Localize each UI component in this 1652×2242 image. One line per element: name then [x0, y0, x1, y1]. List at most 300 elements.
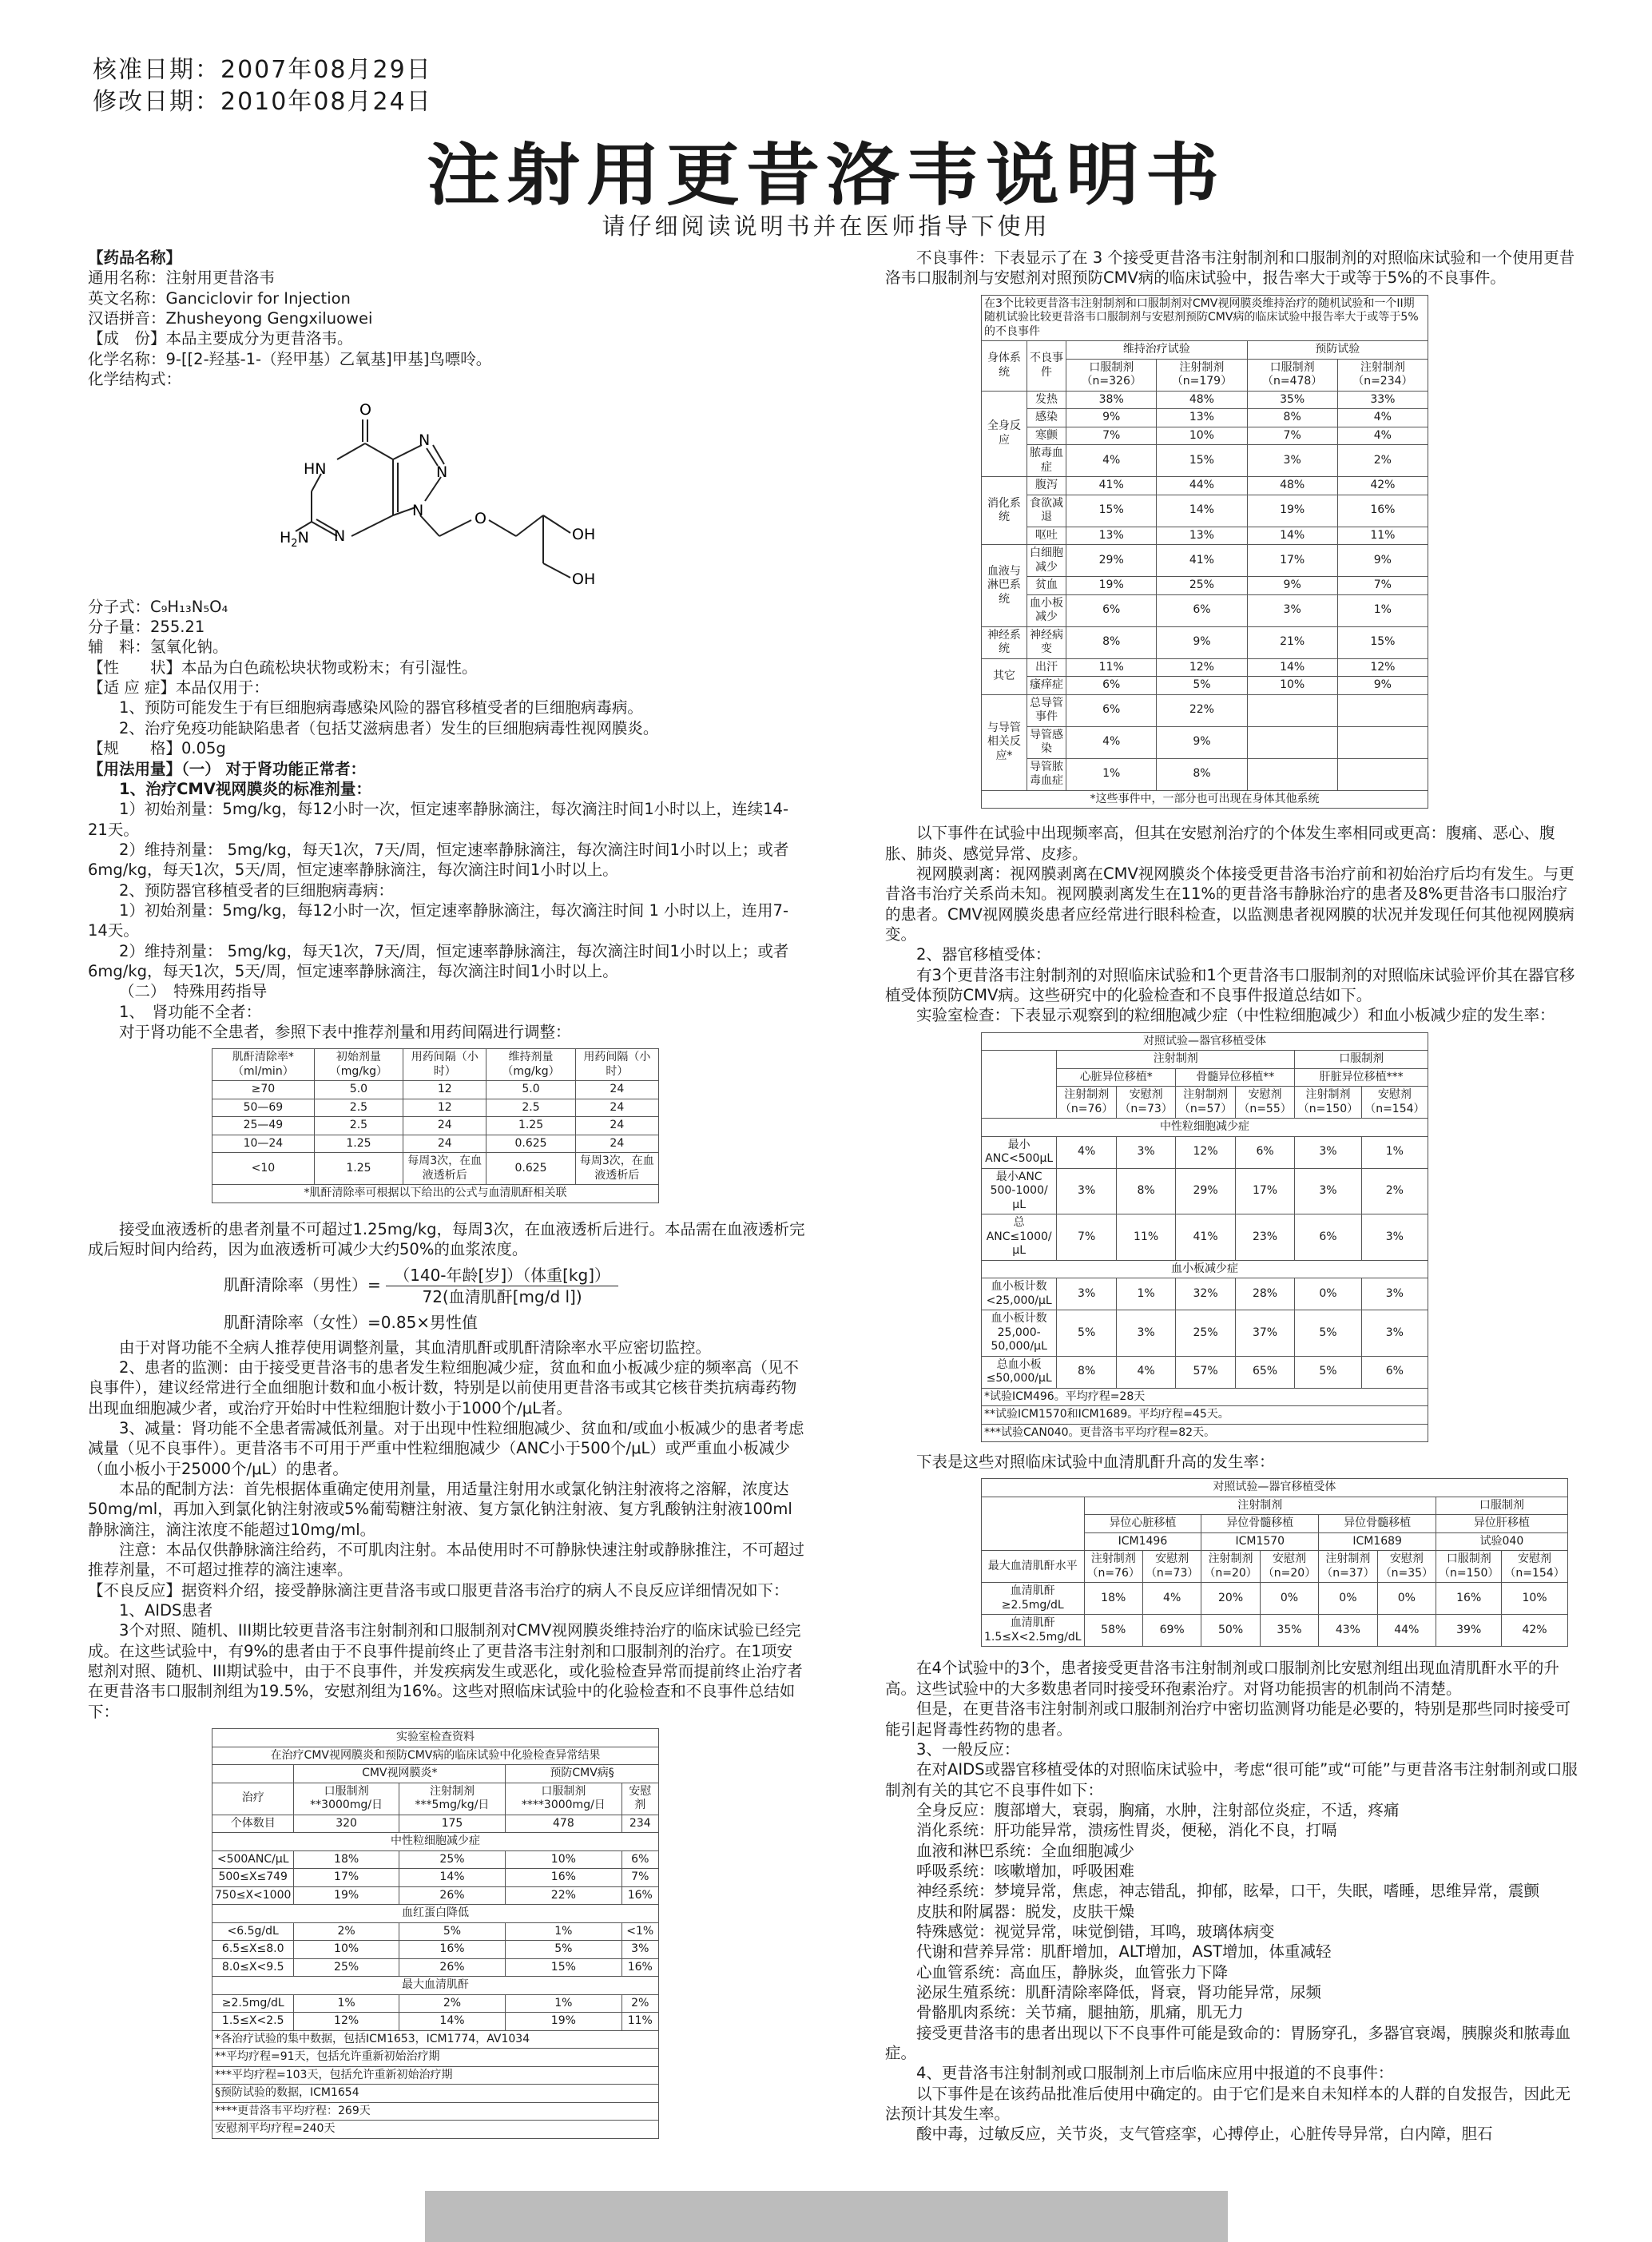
table-cell: 1.25 [486, 1117, 575, 1135]
table-cell: 0.625 [486, 1135, 575, 1153]
table-row [982, 427, 1428, 445]
table-group-header: 试验040 [1436, 1532, 1568, 1551]
table-cell: 175 [399, 1815, 505, 1833]
table-cell: 血小板计数<25,000/μL [982, 1278, 1057, 1310]
table-note: 安慰剂平均疗程=240天 [212, 2121, 659, 2139]
table-cell: 总导管事件 [1027, 694, 1066, 726]
table-group-header: 异位骨髓移植 [1201, 1515, 1319, 1533]
table-note: **试验ICM1570和ICM1689。平均疗程=45天。 [982, 1406, 1428, 1425]
table-cell: 9% [1066, 409, 1157, 427]
svg-text:OH: OH [572, 526, 596, 544]
table-header-cell: 安慰剂（n=35） [1377, 1551, 1436, 1583]
svg-text:O: O [475, 510, 486, 528]
table-cell: 29% [1176, 1168, 1236, 1214]
table-row [982, 1136, 1428, 1168]
table-header-cell: 注射制剂（n=234） [1337, 359, 1428, 391]
table-cell: 3% [1116, 1310, 1175, 1357]
list-item: 心血管系统：高血压，静脉炎，血管张力下降 [916, 1962, 1229, 1982]
table-cell: 9% [1337, 545, 1428, 577]
table-cell: 12% [1337, 658, 1428, 677]
table-cell: 1.25 [314, 1135, 403, 1153]
table-cell: 19% [294, 1886, 399, 1905]
table-row [212, 1977, 659, 1995]
approve-date: 核准日期：2007年08月29日 [93, 56, 432, 84]
table-section-header: 血红蛋白降低 [212, 1905, 659, 1923]
table-row [212, 1886, 659, 1905]
general-text: 在对AIDS或器官移植受体的对照临床试验中，考虑“很可能”或“可能”与更昔洛韦注射制剂或口服制剂有关的其它不良事件如下： [885, 1760, 1578, 1799]
creatinine-text-2: 但是，在更昔洛韦注射制剂或口服制剂治疗中密切监测肾功能是必要的，特别是那些同时接受可能引起肾毒性药物的患者。 [885, 1699, 1571, 1739]
creatinine-table-wrap [981, 1478, 1580, 1647]
caution: 注意：本品仅供静脉滴注给药，不可肌肉注射。本品使用时不可静脉快速注射或静脉推注，不可超过推荐剂量，不可超过推荐的滴注速率。 [88, 1540, 805, 1580]
table-header-cell: 用药间隔（小时） [575, 1049, 658, 1081]
table-cell: 24 [403, 1135, 486, 1153]
table-row [212, 1765, 659, 1783]
table-cell: 3% [1247, 445, 1337, 477]
ae-intro: 不良事件：下表显示了在 3 个接受更昔洛韦注射制剂和口服制剂的对照临床试验和一个使用更昔洛韦口服制剂与安慰剂对照预防CMV病的临床试验中，报告率大于或等于5%的不良事件。 [885, 248, 1575, 288]
revise-date: 修改日期：2010年08月24日 [93, 88, 432, 116]
creatinine-text: 在4个试验中的3个，患者接受更昔洛韦注射制剂或口服制剂比安慰剂组出现血清肌酐水平的升高。这些试验中的大多数患者同时接受环孢素治疗。对肾功能损害的机制尚不清楚。 [885, 1659, 1559, 1698]
table-cell: 8% [1157, 758, 1247, 790]
usage-2: 2、预防器官移植受者的巨细胞病毒病： [119, 881, 394, 900]
table-row [982, 445, 1428, 477]
table-cell: 16% [621, 1886, 658, 1905]
table-title: 对照试验—器官移植受体 [982, 1032, 1428, 1051]
right-column [885, 248, 1580, 2145]
indication: 【适 应 症】本品仅用于： [88, 678, 269, 698]
table-cell: 血清肌酐≥2.5mg/dL [982, 1583, 1085, 1615]
table-cell: 32% [1176, 1278, 1236, 1310]
table-cell: 贫血 [1027, 577, 1066, 595]
ae-table [981, 295, 1428, 809]
dose-reduction: 3、减量：肾功能不全患者需减低剂量。对于出现中性粒细胞减少、贫血和/或血小板减少的患者考虑减量（见不良事件）。更昔洛韦不可用于严重中性粒细胞减少（ANC小于500个/μL）或严重血小板减少（血小板小于25000个/μL）的患者。 [88, 1418, 804, 1478]
table-cell: 22% [506, 1886, 621, 1905]
table-cell: 2% [621, 1994, 658, 2013]
table-header-cell: 初始剂量（mg/kg） [314, 1049, 403, 1081]
table-header-cell: 不良事件 [1027, 341, 1066, 392]
table-cell: 23% [1235, 1214, 1294, 1261]
table-cell: ≥70 [212, 1081, 315, 1099]
table-row [212, 2066, 659, 2085]
table-row [982, 1583, 1568, 1615]
table-cell: 呕吐 [1027, 527, 1066, 545]
component: 【成 份】本品主要成分为更昔洛韦。 [88, 329, 353, 348]
table-cell: 22% [1157, 694, 1247, 726]
svg-text:N: N [419, 431, 431, 450]
table-group-header: 口服制剂 [1436, 1497, 1568, 1515]
list-item: 消化系统：肝功能异常，溃疡性胃炎，便秘，消化不良，打嗝 [916, 1821, 1337, 1840]
table-row [982, 1051, 1428, 1069]
usage-1a: 1）初始剂量：5mg/kg，每12小时一次，恒定速率静脉滴注，每次滴注时间1小时以上，连续14-21天。 [88, 800, 788, 839]
table-cell [1247, 758, 1337, 790]
table-cell: 3% [1057, 1168, 1117, 1214]
ae-table-wrap [981, 295, 1580, 809]
table-row [212, 1922, 659, 1941]
table-cell [982, 1051, 1057, 1119]
generic-name: 通用名称：注射用更昔洛韦 [88, 268, 276, 288]
table-header-cell: 安慰剂（n=73） [1142, 1551, 1201, 1583]
table-cell: ≥2.5mg/dL [212, 1994, 294, 2013]
svg-text:OH: OH [572, 570, 596, 589]
table-cell: 65% [1235, 1356, 1294, 1388]
table-header-cell: 安慰剂 [621, 1783, 658, 1815]
table-group-header: 异位肝移植 [1436, 1515, 1568, 1533]
table-cell: 16% [1436, 1583, 1502, 1615]
table-header-cell: 口服制剂**3000mg/日 [294, 1783, 399, 1815]
table-cell: 8.0≤X<9.5 [212, 1958, 294, 1977]
table-row [212, 1815, 659, 1833]
table-row [212, 1747, 659, 1765]
specification: 【规 格】0.05g [88, 739, 226, 758]
table-cell: 总ANC≤1000/μL [982, 1214, 1057, 1261]
table-cell: 3% [621, 1941, 658, 1959]
table-note: *各治疗试验的集中数据，包括ICM1653，ICM1774，AV1034 [212, 2030, 659, 2049]
table-cell: 发热 [1027, 391, 1066, 409]
table-cell: 25% [1176, 1310, 1236, 1357]
table-cell: 4% [1142, 1583, 1201, 1615]
table-header-cell: 口服制剂（n=150） [1436, 1551, 1502, 1583]
table-row [212, 1833, 659, 1851]
table-cell: 8% [1057, 1356, 1117, 1388]
table-cell: 37% [1235, 1310, 1294, 1357]
table-group-header: ICM1570 [1201, 1532, 1319, 1551]
table-row [982, 1551, 1568, 1583]
usage-1b: 2）维持剂量： 5mg/kg，每天1次，7天/周，恒定速率静脉滴注，每次滴注时间1小时以上；或者6mg/kg，每天1次，5天/周，恒定速率静脉滴注，每次滴注时间1小时以上。 [88, 840, 789, 880]
table-row [982, 1388, 1428, 1406]
table-cell: <500ANC/μL [212, 1850, 294, 1869]
table-row-label: 其它 [982, 658, 1027, 694]
lab-table [212, 1728, 659, 2139]
table-group-header: CMV视网膜炎* [294, 1765, 506, 1783]
table-cell: 5% [1057, 1310, 1117, 1357]
retinal-detachment: 视网膜剥离：视网膜剥离在CMV视网膜炎个体接受更昔洛韦治疗前和初始治疗后均有发生。与更昔洛韦治疗关系尚未知。视网膜剥离发生在11%的更昔洛韦静脉治疗的患者及8%更昔洛韦口服治疗的患者。CMV视网膜炎患者应经常进行眼科检查，以监测患者视网膜的状况并发现任何其他视网膜病变。 [885, 864, 1575, 944]
table-row [212, 1049, 659, 1081]
table-cell: 0% [1377, 1583, 1436, 1615]
table-cell: 57% [1176, 1356, 1236, 1388]
list-item: 泌尿生殖系统：肌酐清除率降低，肾衰，肾功能异常，尿频 [916, 1982, 1322, 2002]
table-header-cell: 安慰剂（n=154） [1502, 1551, 1567, 1583]
crcl-numerator: （140-年龄[岁]）（体重[kg]） [386, 1265, 618, 1286]
table-header-cell: 身体系统 [982, 341, 1027, 392]
molecular-formula: 分子式：C₉H₁₃N₅O₄ [88, 597, 228, 616]
crcl-male-label: 肌酐清除率（男性）= [224, 1274, 381, 1294]
table-row [982, 295, 1428, 341]
table-section-header: 中性粒细胞减少症 [212, 1833, 659, 1851]
table-row [212, 2013, 659, 2031]
table-cell: 出汗 [1027, 658, 1066, 677]
table-cell: 15% [1066, 495, 1157, 527]
table-cell: 29% [1066, 545, 1157, 577]
table-row [212, 1783, 659, 1815]
table-cell: 白细胞减少 [1027, 545, 1066, 577]
left-column [88, 248, 807, 2145]
table-cell: 17% [294, 1869, 399, 1887]
system-list [885, 1800, 1580, 2023]
table-cell: 7% [1337, 577, 1428, 595]
table-cell: 4% [1057, 1136, 1117, 1168]
table-row [982, 391, 1428, 409]
table-cell: 44% [1157, 477, 1247, 495]
table-cell: 12 [403, 1081, 486, 1099]
crcl-denominator: 72(血清肌酐[mg/d l]) [422, 1286, 582, 1306]
usage-2a: 1）初始剂量：5mg/kg，每12小时一次，恒定速率静脉滴注，每次滴注时间 1 小时以上，连用7-14天。 [88, 900, 788, 940]
table-cell: 导管脓毒血症 [1027, 758, 1066, 790]
table-cell: 11% [621, 2013, 658, 2031]
molecular-weight: 分子量：255.21 [88, 618, 205, 637]
table-cell: 19% [1066, 577, 1157, 595]
table-header-cell: 注射制剂（n=76） [1057, 1087, 1117, 1119]
table-group-header: 注射制剂 [1057, 1051, 1295, 1069]
table-cell: 25% [294, 1958, 399, 1977]
table-row [212, 1729, 659, 1747]
list-item: 神经系统：梦境异常，焦虑，神志错乱，抑郁，眩晕，口干，失眠，嗜睡，思维异常，震颤 [916, 1882, 1540, 1901]
table-cell: 26% [399, 1886, 505, 1905]
table-cell [1247, 694, 1337, 726]
table-row [982, 1479, 1568, 1497]
table-header-cell: 肌酐清除率*（ml/min） [212, 1049, 315, 1081]
table-cell: 48% [1157, 391, 1247, 409]
table-cell: 8% [1066, 626, 1157, 658]
table-group-header: 异位骨髓移植 [1319, 1515, 1436, 1533]
table-cell: 5% [1157, 677, 1247, 695]
table-cell: 5% [1295, 1356, 1362, 1388]
table-header-cell: 注射制剂***5mg/kg/日 [399, 1783, 505, 1815]
table-cell: 11% [1337, 527, 1428, 545]
table-cell: 2% [1337, 445, 1428, 477]
table-row [982, 341, 1428, 360]
table-cell: 35% [1247, 391, 1337, 409]
svg-text:N: N [436, 463, 448, 482]
table-cell: 4% [1066, 726, 1157, 758]
creatinine-intro: 下表是这些对照临床试验中血清肌酐升高的发生率： [916, 1453, 1275, 1472]
table-row-label: 与导管相关反应* [982, 694, 1027, 790]
table-cell: 最小ANC<500μL [982, 1136, 1057, 1168]
table-cell: 39% [1436, 1615, 1502, 1647]
english-name: 英文名称：Ganciclovir for Injection [88, 288, 351, 308]
table-cell: 6% [1066, 594, 1157, 626]
table-cell: 500≤X≤749 [212, 1869, 294, 1887]
table-note: *肌酐清除率可根据以下给出的公式与血清肌酐相关联 [212, 1185, 659, 1203]
table-cell: 24 [575, 1117, 658, 1135]
table-cell: 14% [399, 1869, 505, 1887]
table-cell: 瘙痒症 [1027, 677, 1066, 695]
table-cell: 16% [621, 1958, 658, 1977]
table-cell: 15% [506, 1958, 621, 1977]
table-header-cell: 安慰剂（n=55） [1235, 1087, 1294, 1119]
table-header-cell: 安慰剂（n=73） [1116, 1087, 1175, 1119]
table-cell: 13% [1066, 527, 1157, 545]
table-group-header: 注射制剂 [1084, 1497, 1436, 1515]
post-heading: 4、更昔洛韦注射制剂或口服制剂上市后临床应用中报道的不良事件： [916, 2064, 1394, 2083]
list-item: 骨骼肌肉系统：关节痛，腿抽筋，肌痛，肌无力 [916, 2003, 1244, 2022]
table-cell: 6% [1066, 694, 1157, 726]
table-cell: 4% [1337, 427, 1428, 445]
table-cell: 9% [1247, 577, 1337, 595]
table-cell: 41% [1066, 477, 1157, 495]
table-row [982, 1406, 1428, 1425]
table-header-cell: 维持剂量（mg/kg） [486, 1049, 575, 1081]
table-cell: 0% [1319, 1583, 1377, 1615]
table-group-header: ICM1689 [1319, 1532, 1436, 1551]
table-cell [1337, 758, 1428, 790]
table-header-cell: 注射制剂（n=20） [1201, 1551, 1260, 1583]
table-cell: 14% [1247, 658, 1337, 677]
svg-text:N: N [334, 527, 346, 546]
table-cell: 5.0 [486, 1081, 575, 1099]
chemical-structure-diagram [280, 396, 807, 596]
chemical-structure-label: 化学结构式： [88, 370, 182, 389]
table-cell: 3% [1361, 1214, 1428, 1261]
table-note: ***试验CAN040。更昔洛韦平均疗程=82天。 [982, 1424, 1428, 1442]
svg-text:H2N: $H_2N$ [280, 529, 309, 551]
table-header-cell: 口服制剂（n=478） [1247, 359, 1337, 391]
table-cell: 7% [621, 1869, 658, 1887]
lab-table-wrap [212, 1728, 807, 2139]
table-row [212, 1869, 659, 1887]
indication-1: 1、预防可能发生于有巨细胞病毒感染风险的器官移植受者的巨细胞病毒病。 [119, 698, 643, 718]
table-header-cell: 口服制剂****3000mg/日 [506, 1783, 621, 1815]
table-row-label: 神经系统 [982, 626, 1027, 658]
table-row-label: 血液与淋巴系统 [982, 545, 1027, 627]
table-row-label: 消化系统 [982, 477, 1027, 545]
table-note: ****更昔洛韦平均疗程：269天 [212, 2102, 659, 2121]
table-cell: 44% [1377, 1615, 1436, 1647]
table-cell: 17% [1247, 545, 1337, 577]
table-row [982, 1356, 1428, 1388]
table-cell: 15% [1157, 445, 1247, 477]
usage-heading: 【用法用量】（一） 对于肾功能正常者： [88, 759, 367, 778]
table-row [212, 1153, 659, 1185]
table-header-cell: 用药间隔（小时） [403, 1049, 486, 1081]
list-item: 特殊感觉：视觉异常，味觉倒错，耳鸣，玻璃体病变 [916, 1922, 1275, 1941]
table-row [982, 1214, 1428, 1261]
table-row [982, 409, 1428, 427]
table-row [212, 2085, 659, 2103]
table-cell: 7% [1247, 427, 1337, 445]
table-cell: 41% [1157, 545, 1247, 577]
table-cell: 3% [1295, 1168, 1362, 1214]
table-cell: 21% [1247, 626, 1337, 658]
table-cell: 69% [1142, 1615, 1201, 1647]
table-cell: 14% [399, 2013, 505, 2031]
table-cell: <6.5g/dL [212, 1922, 294, 1941]
table-cell: 0.625 [486, 1153, 575, 1185]
table-cell: 6% [1295, 1214, 1362, 1261]
table-group-header: 口服制剂 [1295, 1051, 1428, 1069]
table-cell: 2.5 [486, 1099, 575, 1117]
table-row [212, 1081, 659, 1099]
table-row [982, 1168, 1428, 1214]
table-cell: 25% [1157, 577, 1247, 595]
table-cell: 28% [1235, 1278, 1294, 1310]
table-section-header: 中性粒细胞减少症 [982, 1119, 1428, 1137]
list-item: 血液和淋巴系统：全血细胞减少 [916, 1841, 1135, 1860]
table-row [982, 527, 1428, 545]
table-cell: 18% [1084, 1583, 1142, 1615]
table-row [982, 726, 1428, 758]
table-cell [1247, 726, 1337, 758]
table-cell: 24 [575, 1099, 658, 1117]
indication-2: 2、治疗免疫功能缺陷患者（包括艾滋病患者）发生的巨细胞病毒性视网膜炎。 [119, 718, 659, 737]
table-cell: 1.25 [314, 1153, 403, 1185]
table-cell: 10—24 [212, 1135, 315, 1153]
table-cell: 26% [399, 1958, 505, 1977]
list-item: 皮肤和附属器：脱发，皮肤干燥 [916, 1902, 1135, 1921]
table-cell: 2% [399, 1994, 505, 2013]
table-cell: 10% [1157, 427, 1247, 445]
table-cell: 3% [1057, 1278, 1117, 1310]
table-cell: 11% [1066, 658, 1157, 677]
table-cell: 3% [1361, 1310, 1428, 1357]
table-row [212, 1099, 659, 1117]
table-cell: 8% [1116, 1168, 1175, 1214]
table-cell: 0% [1260, 1583, 1318, 1615]
table-cell: 10% [506, 1850, 621, 1869]
table-cell: 7% [1066, 427, 1157, 445]
aids-heading: 1、AIDS患者 [119, 1600, 213, 1620]
creatinine-table [981, 1478, 1568, 1647]
table-cell [212, 1765, 294, 1783]
table-cell: 50% [1201, 1615, 1260, 1647]
table-group-header: 骨髓异位移植** [1176, 1068, 1295, 1087]
table-group-header: 异位心脏移植 [1084, 1515, 1201, 1533]
table-cell: 0% [1295, 1278, 1362, 1310]
table-cell: 腹泻 [1027, 477, 1066, 495]
table-row [212, 1958, 659, 1977]
svg-text:N: N [412, 502, 424, 520]
crcl-formula-female: 肌酐清除率（女性）=0.85×男性值 [224, 1312, 479, 1332]
renal-dose-table-wrap [212, 1048, 807, 1203]
table-cell: 3% [1116, 1136, 1175, 1168]
table-cell: 16% [1337, 495, 1428, 527]
table-row [982, 1032, 1428, 1051]
table-cell: 2.5 [314, 1117, 403, 1135]
table-row [982, 1278, 1428, 1310]
table-cell: 导管感染 [1027, 726, 1066, 758]
table-cell: 6% [621, 1850, 658, 1869]
renal-heading: 1、 肾功能不全者： [119, 1002, 262, 1021]
table-cell: 8% [1247, 409, 1337, 427]
table-header-cell: 口服制剂（n=326） [1066, 359, 1157, 391]
table-cell: 2.5 [314, 1099, 403, 1117]
table-row [982, 1615, 1568, 1647]
adverse-heading: 【不良反应】据资料介绍，接受静脉滴注更昔洛韦或口服更昔洛韦治疗的病人不良反应详细情况如下： [88, 1580, 789, 1600]
table-header-cell: 注射制剂（n=37） [1319, 1551, 1377, 1583]
table-cell: 4% [1116, 1356, 1175, 1388]
table-cell: 感染 [1027, 409, 1066, 427]
table-cell: 9% [1337, 677, 1428, 695]
table-cell: 19% [506, 2013, 621, 2031]
table-cell: 17% [1235, 1168, 1294, 1214]
table-row-label: 个体数目 [212, 1815, 294, 1833]
table-cell: 5% [1295, 1310, 1362, 1357]
table-note: *试验ICM496。平均疗程=28天 [982, 1388, 1428, 1406]
table-cell: 3% [1295, 1136, 1362, 1168]
excipient: 辅 料：氢氧化钠。 [88, 638, 228, 657]
table-cell: 12% [1176, 1136, 1236, 1168]
table-note: ***平均疗程=103天，包括允许重新初始治疗期 [212, 2066, 659, 2085]
table-row [212, 1850, 659, 1869]
table-cell: 16% [399, 1941, 505, 1959]
table-header-cell: 治疗 [212, 1783, 294, 1815]
table-cell: 12% [1157, 658, 1247, 677]
table-cell: 25% [399, 1850, 505, 1869]
table-cell: 48% [1247, 477, 1337, 495]
table-cell: 1% [1361, 1136, 1428, 1168]
table-cell: 478 [506, 1815, 621, 1833]
table-cell: 42% [1337, 477, 1428, 495]
table-row [982, 626, 1428, 658]
table-row [982, 1260, 1428, 1278]
